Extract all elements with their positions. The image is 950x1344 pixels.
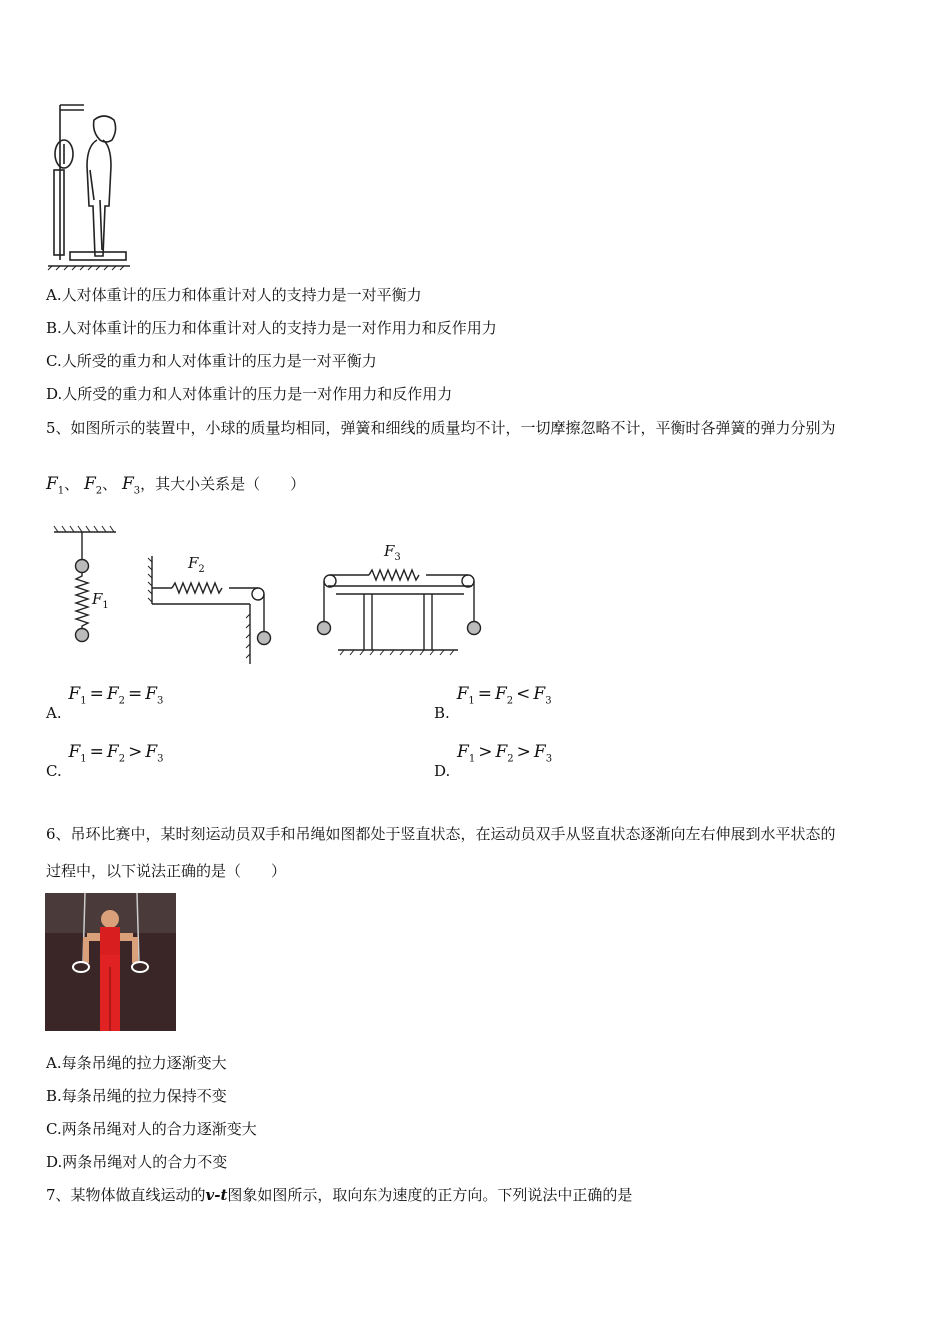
fig-label-f1: $F_1$ — [92, 590, 109, 611]
q5-f2-sub: 2 — [95, 485, 103, 497]
q5-sep-2: 、 — [102, 475, 118, 493]
q5-f3: F — [121, 474, 134, 494]
spring-devices-figure — [44, 522, 484, 672]
fig-label-f2: $F_2$ — [188, 554, 205, 575]
q5-stem-tail: ，其大小关系是（ ） — [140, 475, 306, 493]
q6-stem-line2: 过程中，以下说法正确的是（ ） — [46, 862, 287, 880]
q5-f2: F — [83, 474, 96, 494]
q5-c-expr: $F_1 = F_2 > F_3$ — [68, 742, 164, 765]
q5-option-b[interactable]: B. $F_1 = F_2 < F_3$ — [434, 684, 552, 723]
q4-option-d[interactable]: D.人所受的重力和人对体重计的压力是一对作用力和反作用力 — [46, 385, 453, 403]
q6-option-b[interactable]: B.每条吊绳的拉力保持不变 — [46, 1087, 227, 1105]
q5-option-a[interactable]: A. $F_1 = F_2 = F_3$ — [46, 684, 164, 723]
q6-stem-line1: 6、吊环比赛中，某时刻运动员双手和吊绳如图都处于竖直状态，在运动员双手从竖直状态逐渐向左右伸展到水平状态的 — [46, 825, 836, 843]
q5-a-expr: $F_1 = F_2 = F_3$ — [68, 684, 164, 707]
q7-stem: 7、某物体做直线运动的v-t图象如图所示，取向东为速度的正方向。下列说法中正确的是 — [46, 1186, 633, 1204]
q5-b-expr: $F_1 = F_2 < F_3$ — [456, 684, 552, 707]
q5-f3-sub: 3 — [133, 485, 141, 497]
scale-person-figure — [44, 100, 134, 272]
q5-sep-1: 、 — [64, 475, 80, 493]
q4-option-a[interactable]: A.人对体重计的压力和体重计对人的支持力是一对平衡力 — [46, 286, 422, 304]
q5-stem: 5、如图所示的装置中，小球的质量均相同，弹簧和细线的质量均不计，一切摩擦忽略不计，平衡时各弹簧的弹力分别为 — [46, 419, 836, 437]
q6-option-d[interactable]: D.两条吊绳对人的合力不变 — [46, 1153, 228, 1171]
q6-option-a[interactable]: A.每条吊绳的拉力逐渐变大 — [46, 1054, 227, 1072]
gymnast-rings-photo — [45, 893, 176, 1031]
q5-f1-sub: 1 — [57, 485, 65, 497]
q5-option-c[interactable]: C. $F_1 = F_2 > F_3$ — [46, 742, 164, 781]
q5-stem-forces — [46, 474, 305, 501]
q4-option-b[interactable]: B.人对体重计的压力和体重计对人的支持力是一对作用力和反作用力 — [46, 319, 497, 337]
fig-label-f3: $F_3$ — [384, 542, 401, 563]
q5-option-d[interactable]: D. $F_1 > F_2 > F_3$ — [434, 742, 553, 781]
q4-option-c[interactable]: C.人所受的重力和人对体重计的压力是一对平衡力 — [46, 352, 377, 370]
q5-d-expr: $F_1 > F_2 > F_3$ — [457, 742, 553, 765]
q5-f1: F — [46, 474, 58, 494]
q6-option-c[interactable]: C.两条吊绳对人的合力逐渐变大 — [46, 1120, 257, 1138]
